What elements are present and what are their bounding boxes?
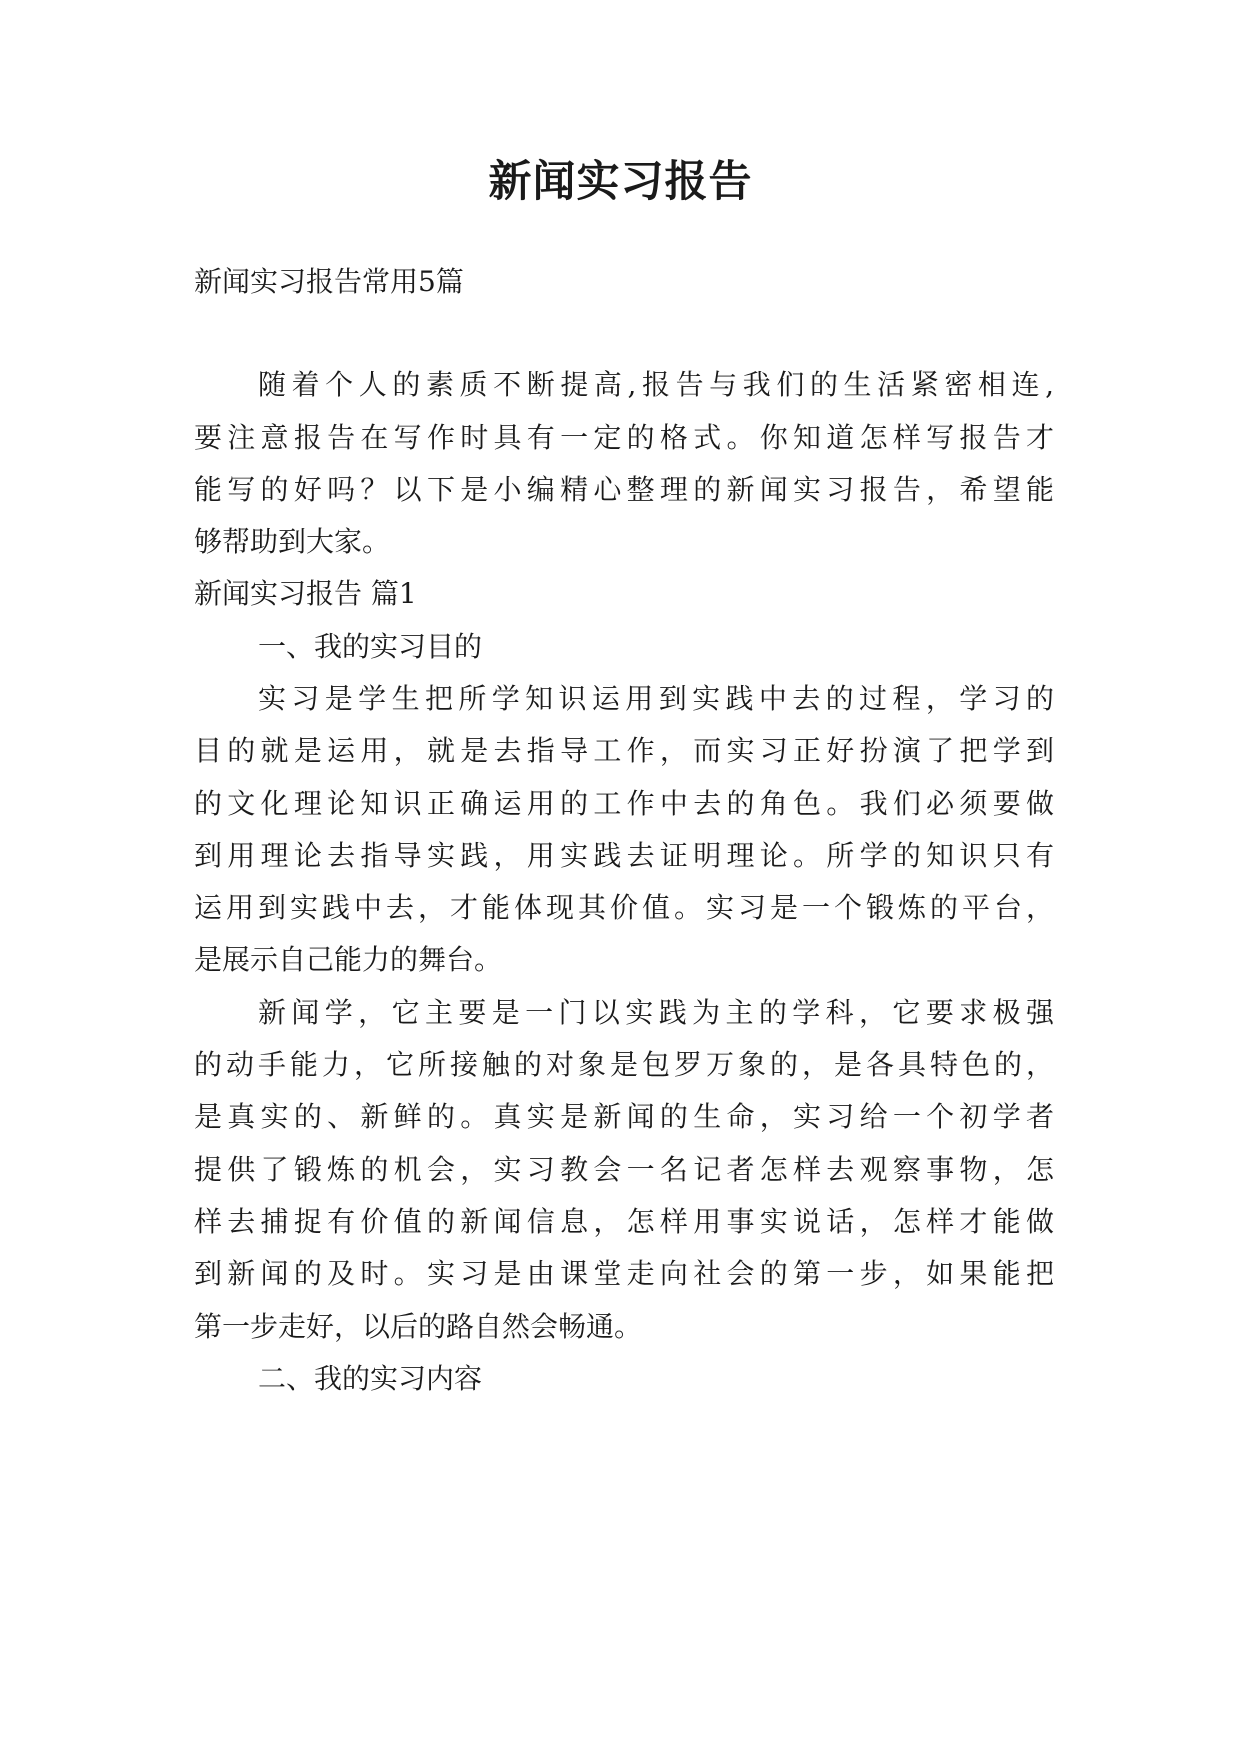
paragraph-line: 新闻学，它主要是一门以实践为主的学科，它要求极强	[258, 996, 1054, 1029]
paragraph-line: 第一步走好，以后的路自然会畅通。	[194, 1310, 643, 1343]
paragraph-line: 提供了锻炼的机会，实习教会一名记者怎样去观察事物，怎	[194, 1153, 1054, 1186]
paragraph-line: 的动手能力，它所接触的对象是包罗万象的，是各具特色的，	[194, 1048, 1054, 1081]
section-heading: 二、我的实习内容	[258, 1362, 483, 1395]
intro-line: 够帮助到大家。	[194, 525, 391, 558]
document-subtitle: 新闻实习报告常用5篇	[194, 265, 464, 298]
document-title: 新闻实习报告	[488, 157, 753, 207]
paragraph-line: 实习是学生把所学知识运用到实践中去的过程，学习的	[258, 682, 1054, 715]
intro-line: 能写的好吗？以下是小编精心整理的新闻实习报告，希望能	[194, 473, 1054, 506]
paragraph-line: 到用理论去指导实践，用实践去证明理论。所学的知识只有	[194, 839, 1054, 872]
paragraph-line: 到新闻的及时。实习是由课堂走向社会的第一步，如果能把	[194, 1257, 1054, 1290]
paragraph-line: 是展示自己能力的舞台。	[194, 943, 503, 976]
paragraph-line: 运用到实践中去，才能体现其价值。实习是一个锻炼的平台，	[194, 891, 1054, 924]
paragraph-line: 样去捕捉有价值的新闻信息，怎样用事实说话，怎样才能做	[194, 1205, 1054, 1238]
paragraph-line: 目的就是运用，就是去指导工作，而实习正好扮演了把学到	[194, 734, 1054, 767]
paragraph-line: 的文化理论知识正确运用的工作中去的角色。我们必须要做	[194, 787, 1054, 820]
section-heading: 一、我的实习目的	[258, 630, 483, 663]
intro-line: 要注意报告在写作时具有一定的格式。你知道怎样写报告才	[194, 421, 1054, 454]
intro-line: 随着个人的素质不断提高,报告与我们的生活紧密相连,	[258, 368, 1054, 401]
part-heading: 新闻实习报告 篇1	[194, 577, 417, 610]
paragraph-line: 是真实的、新鲜的。真实是新闻的生命，实习给一个初学者	[194, 1100, 1054, 1133]
